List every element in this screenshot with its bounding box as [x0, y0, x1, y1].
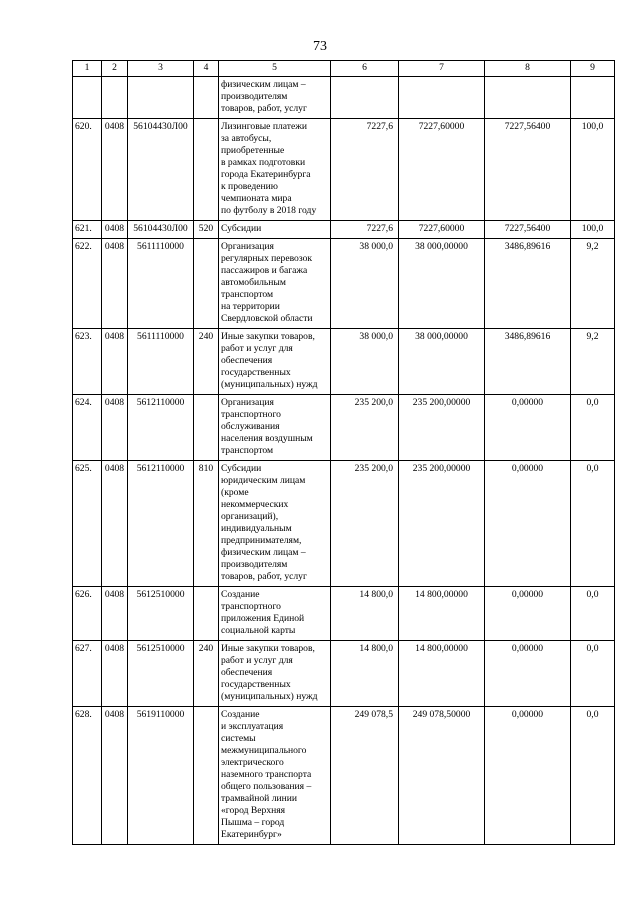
value-col8-cell: 0,00000	[485, 461, 571, 587]
row-number-cell: 628.	[73, 707, 102, 845]
value-col7-cell: 38 000,00000	[399, 239, 485, 329]
expense-kind-cell	[194, 587, 219, 641]
description-cell	[219, 395, 331, 461]
description-line: государственных	[221, 367, 291, 378]
table-row	[73, 329, 615, 395]
description-line: (кроме	[221, 487, 249, 498]
description-line: транспортного	[221, 601, 281, 612]
section-code-cell: 0408	[102, 239, 128, 329]
value-col9-cell: 0,0	[571, 587, 615, 641]
description-line: системы	[221, 733, 256, 744]
value-col7-cell	[399, 77, 485, 119]
value-col8-cell: 3486,89616	[485, 329, 571, 395]
table-row	[73, 119, 615, 221]
description-line: транспортом	[221, 289, 274, 300]
value-col9-cell: 0,0	[571, 707, 615, 845]
value-col9-cell	[571, 77, 615, 119]
section-code-cell	[102, 77, 128, 119]
description-line: предпринимателям,	[221, 535, 302, 546]
description-line: Организация	[221, 397, 274, 408]
expense-kind-cell	[194, 239, 219, 329]
description-line: чемпионата мира	[221, 193, 292, 204]
expense-kind-cell: 240	[194, 329, 219, 395]
target-article-cell: 5612110000	[128, 461, 194, 587]
row-number-cell: 622.	[73, 239, 102, 329]
table-row	[73, 239, 615, 329]
value-col9-cell: 0,0	[571, 395, 615, 461]
description-line: Субсидии	[221, 463, 262, 474]
value-col7-cell: 14 800,00000	[399, 641, 485, 707]
expense-kind-cell	[194, 707, 219, 845]
value-col8-cell: 7227,56400	[485, 221, 571, 239]
value-col6-cell	[331, 77, 399, 119]
header-cell: 7	[399, 61, 485, 77]
description-cell	[219, 119, 331, 221]
value-col9-cell: 0,0	[571, 461, 615, 587]
description-cell	[219, 77, 331, 119]
header-cell: 6	[331, 61, 399, 77]
description-line: товаров, работ, услуг	[221, 103, 307, 114]
description-line: приложения Единой	[221, 613, 305, 624]
value-col6-cell: 38 000,0	[331, 239, 399, 329]
target-article-cell	[128, 77, 194, 119]
value-col7-cell: 249 078,50000	[399, 707, 485, 845]
value-col7-cell: 38 000,00000	[399, 329, 485, 395]
description-line: социальной карты	[221, 625, 296, 636]
row-number-cell: 621.	[73, 221, 102, 239]
target-article-cell: 5612510000	[128, 587, 194, 641]
section-code-cell: 0408	[102, 587, 128, 641]
expense-kind-cell	[194, 395, 219, 461]
value-col6-cell: 7227,6	[331, 221, 399, 239]
description-line: государственных	[221, 679, 291, 690]
description-line: обеспечения	[221, 667, 273, 678]
row-number-cell: 626.	[73, 587, 102, 641]
description-line: физическим лицам –	[221, 547, 306, 558]
description-line: производителям	[221, 91, 288, 102]
description-line: Иные закупки товаров,	[221, 331, 315, 342]
value-col6-cell: 14 800,0	[331, 587, 399, 641]
description-line: приобретенные	[221, 145, 285, 156]
description-line: Организация	[221, 241, 274, 252]
description-line: обеспечения	[221, 355, 273, 366]
description-cell	[219, 707, 331, 845]
description-line: электрического	[221, 757, 284, 768]
description-line: «город Верхняя	[221, 805, 286, 816]
row-number-cell: 624.	[73, 395, 102, 461]
value-col8-cell: 0,00000	[485, 641, 571, 707]
row-number-cell	[73, 77, 102, 119]
description-line: организаций),	[221, 511, 279, 522]
description-line: товаров, работ, услуг	[221, 571, 307, 582]
header-cell: 3	[128, 61, 194, 77]
value-col8-cell: 0,00000	[485, 707, 571, 845]
value-col6-cell: 7227,6	[331, 119, 399, 221]
description-line: обслуживания	[221, 421, 280, 432]
expense-kind-cell: 520	[194, 221, 219, 239]
table-row	[73, 221, 615, 239]
value-col6-cell: 38 000,0	[331, 329, 399, 395]
row-number-cell: 623.	[73, 329, 102, 395]
value-col9-cell: 100,0	[571, 221, 615, 239]
description-line: транспортного	[221, 409, 281, 420]
header-cell: 2	[102, 61, 128, 77]
description-line: населения воздушным	[221, 433, 313, 444]
table-row	[73, 707, 615, 845]
row-number-cell: 625.	[73, 461, 102, 587]
value-col9-cell: 9,2	[571, 329, 615, 395]
section-code-cell: 0408	[102, 641, 128, 707]
description-line: и эксплуатация	[221, 721, 284, 732]
section-code-cell: 0408	[102, 461, 128, 587]
page-number: 73	[313, 39, 327, 54]
expense-kind-cell: 240	[194, 641, 219, 707]
description-line: (муниципальных) нужд	[221, 379, 318, 390]
description-line: производителям	[221, 559, 288, 570]
value-col8-cell: 0,00000	[485, 587, 571, 641]
target-article-cell: 56104430Л00	[128, 119, 194, 221]
description-line: наземного транспорта	[221, 769, 312, 780]
description-line: транспортом	[221, 445, 274, 456]
description-line: юридическим лицам	[221, 475, 306, 486]
description-line: Создание	[221, 589, 260, 600]
description-line: Пышма – город	[221, 817, 285, 828]
expense-kind-cell: 810	[194, 461, 219, 587]
table-header-row	[73, 61, 615, 77]
value-col7-cell: 14 800,00000	[399, 587, 485, 641]
description-line: трамвайной линии	[221, 793, 298, 804]
description-line: Лизинговые платежи	[221, 121, 307, 132]
value-col9-cell: 9,2	[571, 239, 615, 329]
description-line: по футболу в 2018 году	[221, 205, 317, 216]
section-code-cell: 0408	[102, 329, 128, 395]
value-col7-cell: 235 200,00000	[399, 395, 485, 461]
description-cell	[219, 221, 331, 239]
description-line: за автобусы,	[221, 133, 272, 144]
description-cell	[219, 239, 331, 329]
expense-kind-cell	[194, 119, 219, 221]
value-col8-cell: 7227,56400	[485, 119, 571, 221]
description-line: города Екатеринбурга	[221, 169, 311, 180]
value-col9-cell: 100,0	[571, 119, 615, 221]
section-code-cell: 0408	[102, 707, 128, 845]
header-cell: 8	[485, 61, 571, 77]
description-line: общего пользования –	[221, 781, 312, 792]
description-line: некоммерческих	[221, 499, 289, 510]
description-line: Свердловской области	[221, 313, 313, 324]
description-line: (муниципальных) нужд	[221, 691, 318, 702]
description-cell	[219, 587, 331, 641]
table-row	[73, 395, 615, 461]
header-cell: 9	[571, 61, 615, 77]
description-line: межмуниципального	[221, 745, 307, 756]
value-col8-cell	[485, 77, 571, 119]
section-code-cell: 0408	[102, 395, 128, 461]
header-cell: 5	[219, 61, 331, 77]
value-col8-cell: 3486,89616	[485, 239, 571, 329]
description-line: Иные закупки товаров,	[221, 643, 315, 654]
table-row	[73, 641, 615, 707]
target-article-cell: 5612510000	[128, 641, 194, 707]
description-line: физическим лицам –	[221, 79, 306, 90]
description-line: на территории	[221, 301, 280, 312]
description-cell	[219, 641, 331, 707]
target-article-cell: 5611110000	[128, 329, 194, 395]
description-line: Субсидии	[221, 223, 262, 234]
target-article-cell: 5619110000	[128, 707, 194, 845]
description-line: к проведению	[221, 181, 278, 192]
value-col6-cell: 14 800,0	[331, 641, 399, 707]
description-line: работ и услуг для	[221, 655, 293, 666]
description-line: Создание	[221, 709, 260, 720]
description-line: пассажиров и багажа	[221, 265, 308, 276]
table-row	[73, 587, 615, 641]
row-number-cell: 620.	[73, 119, 102, 221]
target-article-cell: 56104430Л00	[128, 221, 194, 239]
section-code-cell: 0408	[102, 119, 128, 221]
value-col7-cell: 235 200,00000	[399, 461, 485, 587]
description-line: индивидуальным	[221, 523, 292, 534]
description-cell	[219, 461, 331, 587]
description-line: в рамках подготовки	[221, 157, 306, 168]
expense-kind-cell	[194, 77, 219, 119]
target-article-cell: 5611110000	[128, 239, 194, 329]
value-col7-cell: 7227,60000	[399, 221, 485, 239]
value-col7-cell: 7227,60000	[399, 119, 485, 221]
description-line: Екатеринбург»	[221, 829, 282, 840]
table-row	[73, 77, 615, 119]
section-code-cell: 0408	[102, 221, 128, 239]
budget-table	[72, 60, 615, 845]
header-cell: 4	[194, 61, 219, 77]
value-col6-cell: 235 200,0	[331, 395, 399, 461]
value-col8-cell: 0,00000	[485, 395, 571, 461]
description-line: работ и услуг для	[221, 343, 293, 354]
target-article-cell: 5612110000	[128, 395, 194, 461]
value-col6-cell: 235 200,0	[331, 461, 399, 587]
description-cell	[219, 329, 331, 395]
header-cell: 1	[73, 61, 102, 77]
table-row	[73, 461, 615, 587]
value-col6-cell: 249 078,5	[331, 707, 399, 845]
description-line: автомобильным	[221, 277, 286, 288]
row-number-cell: 627.	[73, 641, 102, 707]
value-col9-cell: 0,0	[571, 641, 615, 707]
description-line: регулярных перевозок	[221, 253, 313, 264]
